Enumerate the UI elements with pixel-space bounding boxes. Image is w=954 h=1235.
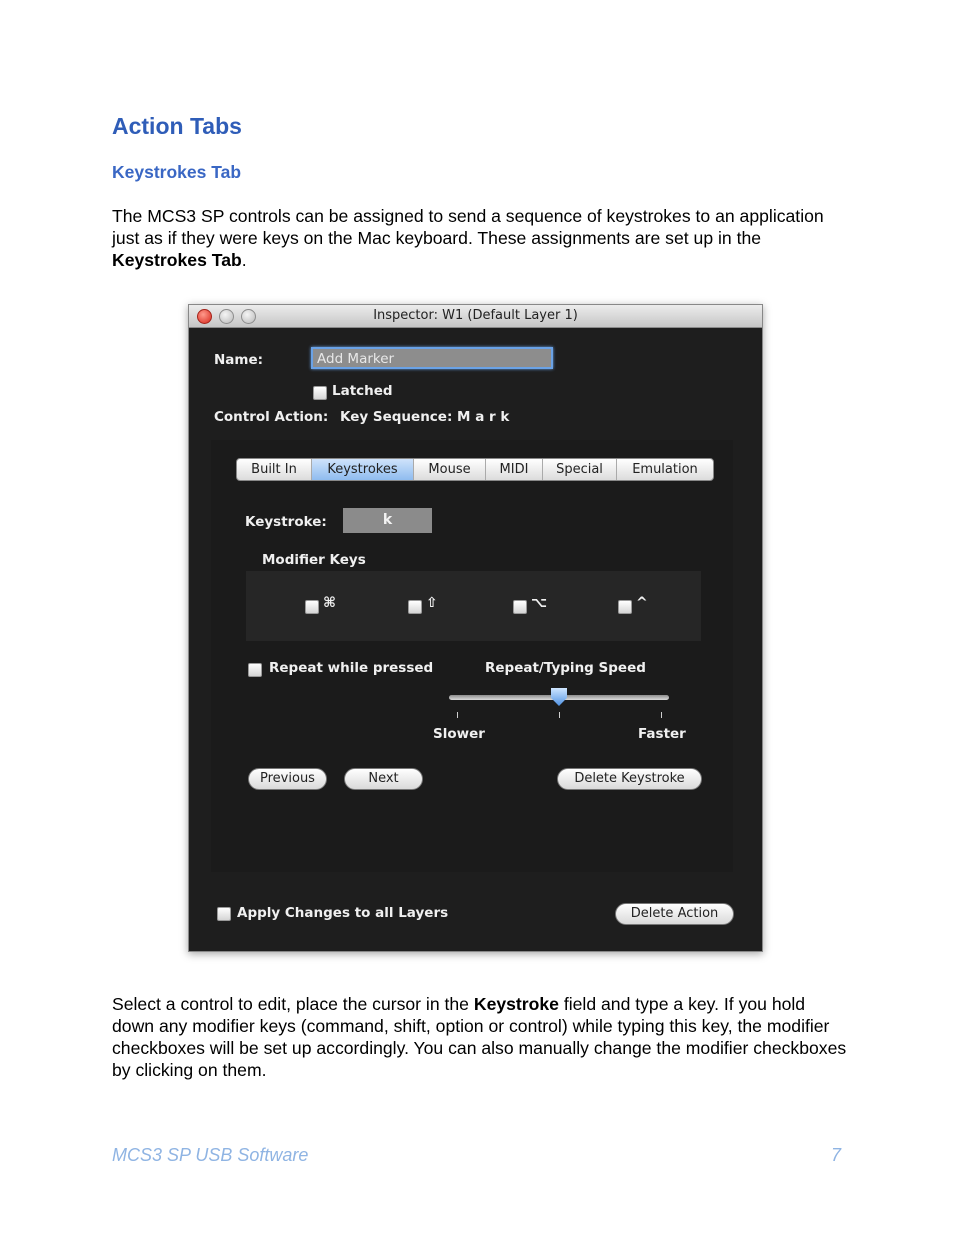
speed-label: Repeat/Typing Speed xyxy=(485,660,646,676)
page-number: 7 xyxy=(831,1145,842,1165)
slider-tick xyxy=(661,712,662,718)
window-titlebar xyxy=(189,305,762,328)
slower-label: Slower xyxy=(433,726,485,742)
body-text: Select a control to edit, place the cursor in the xyxy=(112,994,474,1014)
shift-icon: ⇧ xyxy=(426,595,438,611)
keystroke-field[interactable]: k xyxy=(343,508,432,533)
command-checkbox[interactable] xyxy=(305,600,319,614)
command-icon: ⌘ xyxy=(323,595,336,611)
control-icon: ^ xyxy=(636,595,648,611)
control-checkbox[interactable] xyxy=(618,600,632,614)
delete-keystroke-button[interactable]: Delete Keystroke xyxy=(557,768,702,790)
previous-button[interactable]: Previous xyxy=(248,768,327,790)
latched-label: Latched xyxy=(332,383,393,399)
delete-action-button[interactable]: Delete Action xyxy=(615,903,734,925)
name-label: Name: xyxy=(214,352,264,368)
footer-title: MCS3 SP USB Software xyxy=(112,1145,309,1165)
intro-text: The MCS3 SP controls can be assigned to send a sequence of keystrokes to an application just as if they were keys on the Mac keyboard. These assignments are set up in the xyxy=(112,206,824,248)
option-checkbox[interactable] xyxy=(513,600,527,614)
intro-tail: . xyxy=(241,250,247,270)
apply-all-layers-checkbox[interactable] xyxy=(217,907,231,921)
apply-all-layers-label: Apply Changes to all Layers xyxy=(237,905,449,921)
modifier-keys-label: Modifier Keys xyxy=(262,552,366,568)
body-tail: field and type a key. If you hold down any modifier keys (command, shift, option or control) while typing this key, the modifier checkboxes will be set up accordingly. You can also manually change the modifier checkboxes by clicking on them. xyxy=(112,994,847,1080)
body-bold: Keystroke xyxy=(473,994,559,1014)
inspector-window xyxy=(188,304,763,952)
shift-checkbox[interactable] xyxy=(408,600,422,614)
tab-built-in[interactable]: Built In xyxy=(237,459,312,480)
intro-paragraph xyxy=(112,205,852,271)
intro-bold: Keystrokes Tab xyxy=(112,250,242,270)
control-action-label: Control Action: xyxy=(214,409,329,425)
subsection-heading: Keystrokes Tab xyxy=(112,162,242,182)
slider-tick xyxy=(559,712,560,718)
tab-emulation[interactable]: Emulation xyxy=(632,462,698,477)
tab-special[interactable]: Special xyxy=(543,459,617,480)
tab-keystrokes[interactable]: Keystrokes xyxy=(312,459,414,480)
section-heading: Action Tabs xyxy=(112,113,242,139)
body-paragraph xyxy=(112,993,852,1081)
action-tabs xyxy=(236,458,714,481)
repeat-checkbox[interactable] xyxy=(248,663,262,677)
slider-tick xyxy=(457,712,458,718)
window-title: Inspector: W1 (Default Layer 1) xyxy=(373,308,578,323)
repeat-label: Repeat while pressed xyxy=(269,660,434,676)
option-icon: ⌥ xyxy=(531,595,548,611)
tab-content-panel xyxy=(211,440,733,872)
modifier-keys-panel xyxy=(246,571,701,641)
tab-midi[interactable]: MIDI xyxy=(486,459,543,480)
latched-checkbox[interactable] xyxy=(313,386,327,400)
name-field[interactable]: Add Marker xyxy=(311,347,553,369)
next-button[interactable]: Next xyxy=(344,768,423,790)
faster-label: Faster xyxy=(638,726,686,742)
control-action-value: Key Sequence: M a r k xyxy=(340,409,510,425)
keystroke-label: Keystroke: xyxy=(245,514,327,530)
tab-mouse[interactable]: Mouse xyxy=(414,459,486,480)
